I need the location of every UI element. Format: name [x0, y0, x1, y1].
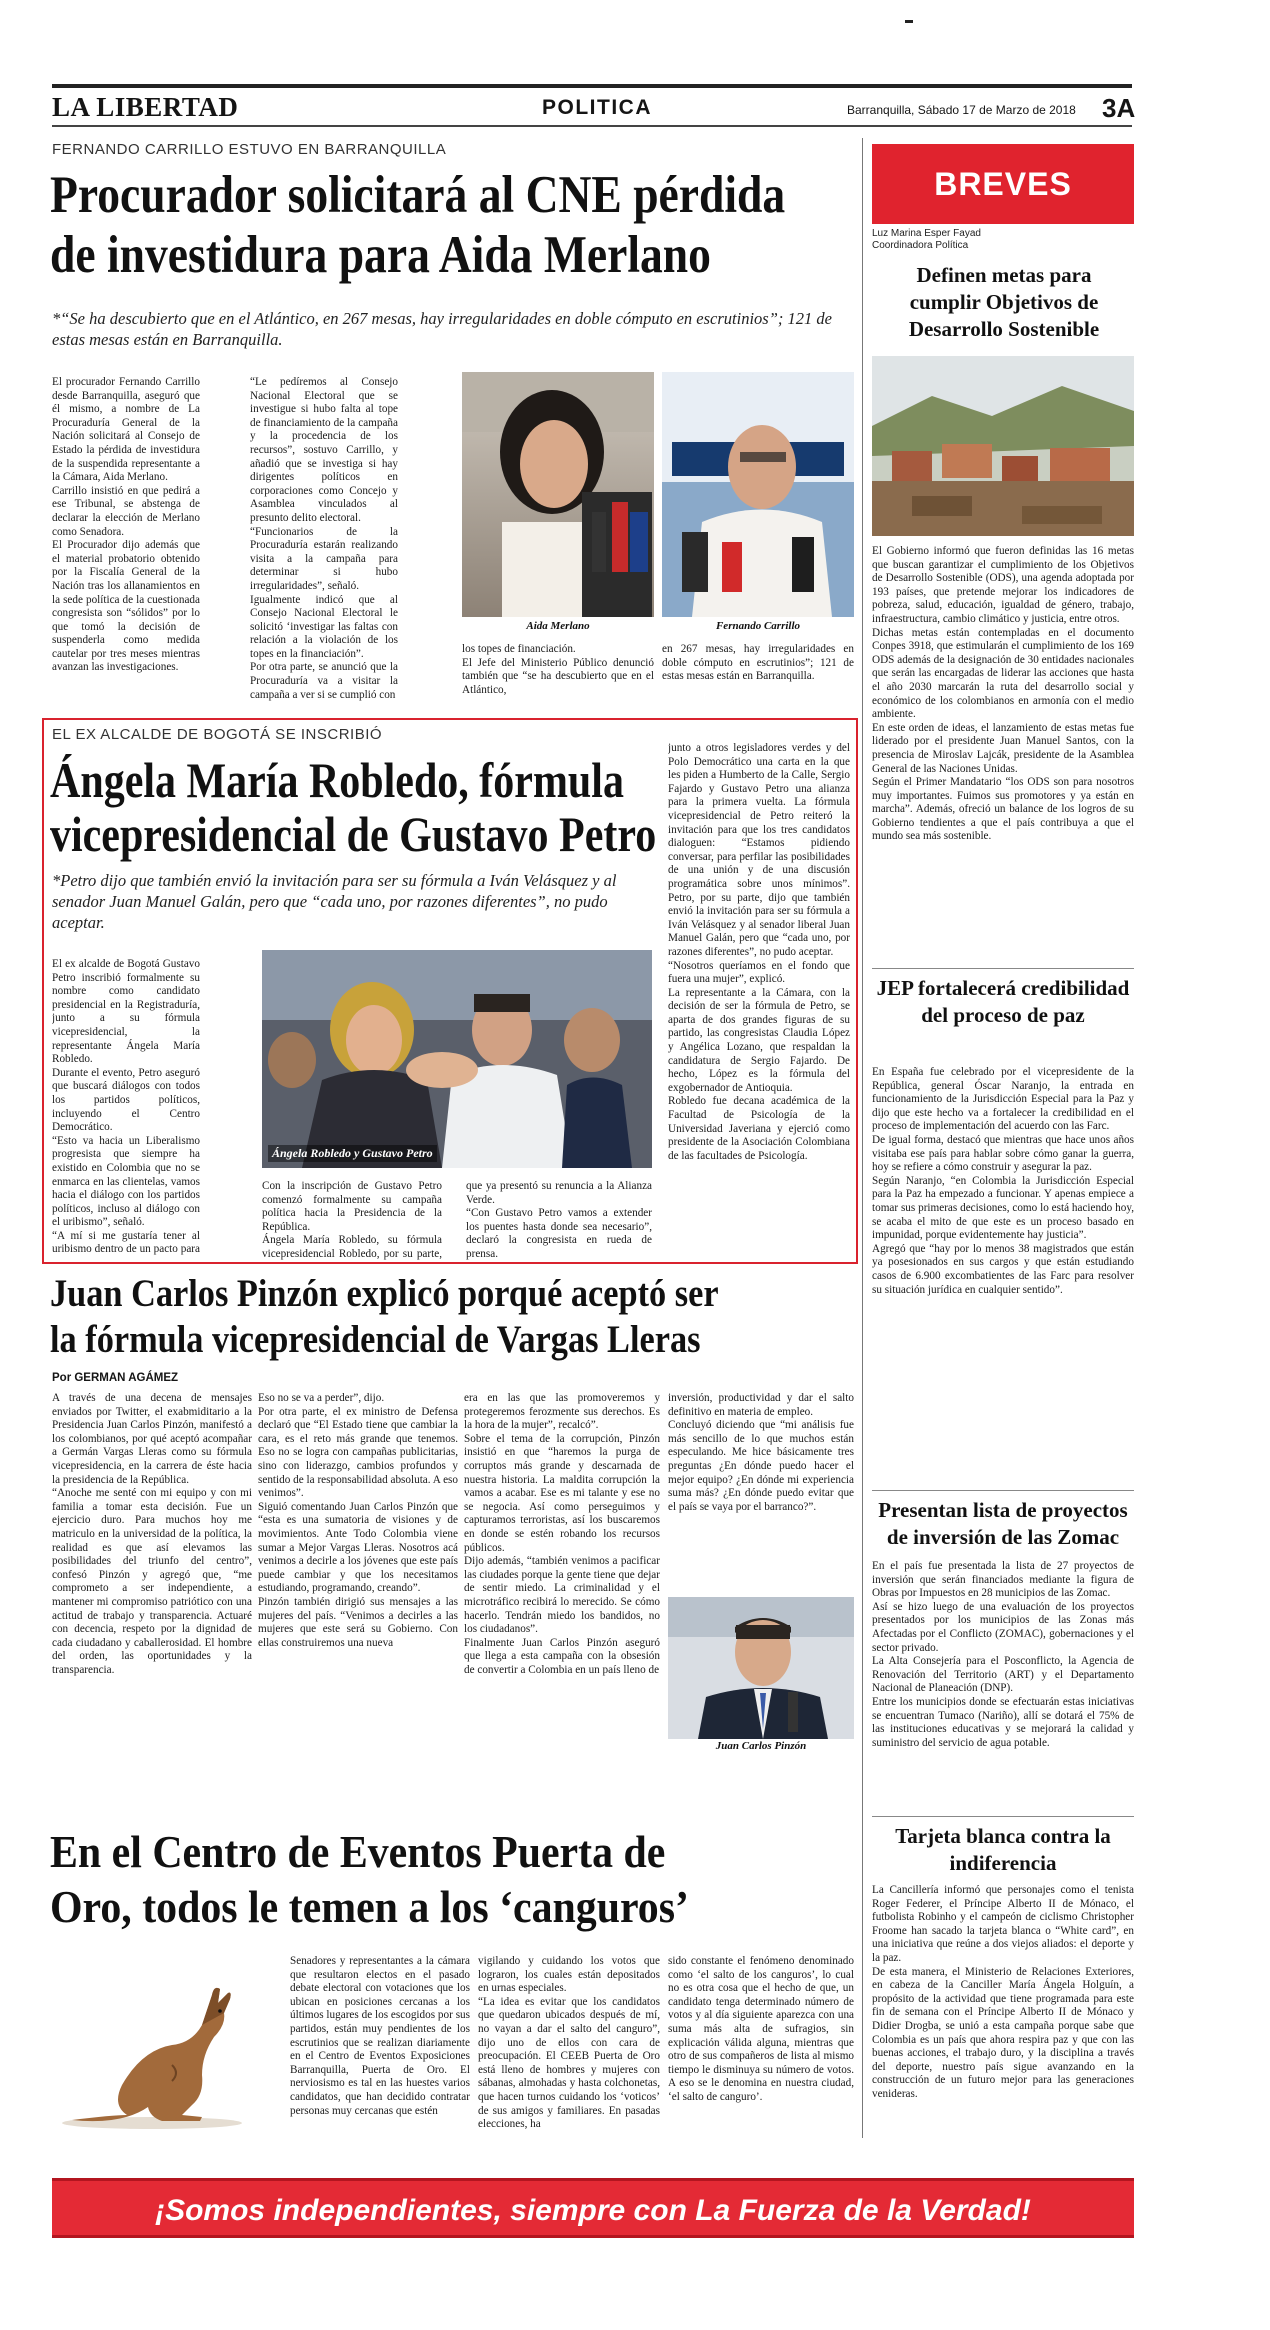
breves-item3-title: Presentan lista de proyectos de inversión de las Zomac: [878, 1498, 1128, 1549]
story3-column-4: inversión, productividad y dar el salto definitivo en materia de empleo. Concluyó diciendo que “mi análisis fue más sencillo de lo que muchos están especulando. Me hice básicamente tres preguntas ¿En dónde puedo hacer el mejor equipo? ¿En dónde mi experiencia suma más? ¿En dónde puedo evitar que el país se vaya por el barranco?”.: [668, 1392, 854, 1513]
breves-editor-role: Coordinadora Política: [872, 240, 969, 251]
breves-item4-title: Tarjeta blanca contra la indiferencia: [895, 1824, 1111, 1875]
breves-item1-body: El Gobierno informó que fueron definidas las 16 metas que buscan garantizar el cumplimiento de los Objetivos de Desarrollo Sostenible (ODS), una agenda adoptada por 193 países, que pretende mejorar los indicadores de pobreza, salud, educación, igualdad de género, trabajo, infraestructura, cambio climático y justicia, entre otros. Dichas metas están contempladas en el documento Conpes 3918, que estimularán el cumplimiento de los 169 ODS además de la designación de 30 entidades nacionales que serán las encargadas de liderar las acciones que hasta el año 2030 marcarán la ruta del desarrollo social y económico de los colombianos en armonía con el medio ambiente. En este orden de ideas, el lanzamiento de estas metas fue liderado por el presidente Juan Manuel Santos, con la presencia de Miroslav Lajcák, presidente de la Asamblea General de las Naciones Unidas. Según el Primer Mandatario “los ODS son para nosotros muy importantes. Fuimos sus promotores y ya están en marcha”. Además, ofreció un balance de los logros de su Gobierno tendientes a que el país contribuya a que el mundo sea más sostenible.: [872, 545, 1134, 843]
story1-column-4: en 267 mesas, hay irregularidades en doble cómputo en escrutinios”; 121 de estas mesas están en Barranquilla.: [662, 643, 854, 683]
story4-headline-2: Oro, todos le temen a los ‘canguros’: [50, 1882, 689, 1932]
section-name: POLITICA: [542, 96, 652, 119]
kangaroo-illustration: [52, 1955, 282, 2130]
story1-column-3: los topes de financiación. El Jefe del Ministerio Público denunció también que “se ha descubierto que en el Atlántico,: [462, 643, 654, 696]
breves-separator-2: [872, 1490, 1134, 1491]
fernando-carrillo-photo: [662, 372, 854, 617]
breves-banner: [872, 144, 1134, 224]
breves-item4-body: La Cancillería informó que personajes como el tenista Roger Federer, el Príncipe Alberto II de Mónaco, el futbolista Robinho y el campeón de ciclismo Christopher Froome han sacado la tarjeta blanca o “White card”, en una iniciativa que reúne a dos viejos aliados: el deporte y la paz. De esta manera, el Ministerio de Relaciones Exteriores, en cabeza de la Canciller María Ángela Holguín, a propósito de la actividad que tiene programada para este fin de semana con el Príncipe Alberto II de Mónaco y Didier Drogba, se unió a esta campaña porque sabe que Colombia es un país que ahora respira paz y que con las buenas acciones, el trabajo duro, y la disciplina a través del deporte, nuestro país sigue avanzando en la construcción de un futuro mejor para las generaciones venideras.: [872, 1884, 1134, 2100]
story1-kicker: FERNANDO CARRILLO ESTUVO EN BARRANQUILLA: [52, 141, 447, 158]
story2-column-1: El ex alcalde de Bogotá Gustavo Petro inscribió formalmente su nombre como candidato presidencial en la Registraduría, junto a su fórmula vicepresidencial, la representante Ángela María Robledo. Durante el evento, Petro aseguró que buscará diálogos con todos los partidos políticos, incluyendo el Centro Democrático. “Esto va hacia un Liberalismo progresista que siempre ha existido en Colombia que no se enmarca en las clientelas, vamos hacia el diálogo con los partidos políticos, incluso al diálogo con el uribismo”, señaló. “A mí si me gustaría tener al uribismo dentro de un pacto para: [52, 958, 200, 1256]
breves-item3-body: En el país fue presentada la lista de 27 proyectos de inversión que serán financiados mediante la figura de Obras por Impuestos en 28 municipios de las Zomac. Así se hizo luego de una evaluación de los proyectos presentados por los municipios de las Zonas más Afectadas por el Conflicto (ZOMAC), gobernaciones y el sector privado. La Alta Consejería para el Posconflicto, la Agencia de Renovación del Territorio (ART) y el Departamento Nacional de Planeación (DNP). Entre los municipios donde se efectuarán estas iniciativas se encuentran Tumaco (Nariño), allí se dotará el 75% de las instituciones educativas y se mejorará la calidad y suministro del servicio de agua potable.: [872, 1560, 1134, 1749]
story2-deck: *Petro dijo que también envió la invitación para ser su fórmula a Iván Velásquez y al senador Juan Manuel Galán, pero que “cada uno, por razones diferentes”, no pudo aceptar.: [52, 871, 617, 932]
masthead: [52, 84, 1136, 128]
dateline: Barranquilla, Sábado 17 de Marzo de 2018: [847, 103, 1076, 117]
footer-banner: [52, 2178, 1134, 2238]
story2-kicker: EL EX ALCALDE DE BOGOTÁ SE INSCRIBIÓ: [52, 726, 383, 743]
aida-merlano-photo: [462, 372, 654, 617]
breves-title: BREVES: [934, 166, 1072, 202]
fernando-carrillo-caption: Fernando Carrillo: [715, 620, 801, 632]
story3-headline-2: la fórmula vicepresidencial de Vargas Lleras: [50, 1318, 701, 1361]
aida-merlano-caption: Aida Merlano: [526, 620, 590, 632]
story2-headline-2: vicepresidencial de Gustavo Petro: [50, 806, 657, 862]
story3-headline-1: Juan Carlos Pinzón explicó porqué aceptó ser: [50, 1272, 719, 1315]
story4-headline-1: En el Centro de Eventos Puerta de: [50, 1827, 666, 1877]
juan-carlos-pinzon-photo: [668, 1597, 854, 1739]
ods-neighborhood-photo: [872, 356, 1134, 536]
story4-column-1: Senadores y representantes a la cámara que resultaron electos en el pasado debate electoral con votaciones que los ubican en posiciones cercanas a los últimos lugares de los escogidos por sus partidos, están muy pendientes de los escrutinios que se realizan diariamente en el Centro de Eventos Exposiciones Barranquilla, Puerta de Oro. El nerviosismo es tal en las huestes varios candidatos, que han decidido contratar personas muy cercanas que estén: [290, 1955, 470, 2117]
page-number: 3A: [1102, 93, 1136, 123]
story2-column-2: Con la inscripción de Gustavo Petro comenzó formalmente su campaña política hacia la Presidencia de la República. Ángela María Robledo, su fórmula vicepresidencial Robledo, por su parte,: [262, 1180, 442, 1260]
story1-headline-1: Procurador solicitará al CNE pérdida: [50, 166, 786, 224]
story2-column-3: que ya presentó su renuncia a la Alianza Verde. “Con Gustavo Petro vamos a extender los puentes hasta donde sea necesario”, declaró la congresista en rueda de prensa.: [466, 1180, 652, 1260]
breves-item1-title: Definen metas para cumplir Objetivos de Desarrollo Sostenible: [908, 263, 1100, 341]
story4-column-3: sido constante el fenómeno denominado como ‘el salto de los canguros’, lo cual no es otra cosa que el hecho de que, un candidato tenga determinado número de votos y al día siguiente aparezca con una suma más alta de sufragios, sin explicación válida alguna, mientras que otro de sus compañeros de lista al mismo tiempo le disminuya su número de votos. A eso se le denomina en nuestra ciudad, ‘el salto de canguro’.: [668, 1955, 854, 2103]
robledo-petro-photo: [262, 950, 652, 1168]
story1-deck: *“Se ha descubierto que en el Atlántico, en 267 mesas, hay irregularidades en doble cómputo en escrutinios”; 121 de estas mesas están en Barranquilla.: [52, 309, 832, 349]
breves-item2-body: En España fue celebrado por el vicepresidente de la República, general Óscar Naranjo, la entrada en funcionamiento de la Jurisdicción Especial para la Paz y dijo que este hecho va a fortalecer la credibilidad en el proceso de implementación del acuerdo con las Farc. De igual forma, destacó que mientras que hace unos años visitaba ese país para hablar sobre cómo ganar la guerra, hoy se refiere a cómo construir y asegurar la paz. Según Naranjo, “en Colombia la Jurisdicción Especial para la Paz ha empezado a funcionar. Y apenas empiece a tomar sus primeras decisiones, como lo está haciendo hoy, se acaba el mito de que este es un proceso basado en impunidad, porque evidentemente hay justicia”. Agregó que “hay por lo menos 38 magistrados que están ya posesionados en sus cargos y que están estudiando casos de 6.900 excombatientes de las Farc para resolver su situación jurídica en cualquier sentido”.: [872, 1066, 1134, 1296]
breves-separator-3: [872, 1816, 1134, 1817]
story2-headline-1: Ángela María Robledo, fórmula: [50, 752, 624, 808]
masthead-bottom-rule: [52, 125, 1132, 127]
story1-headline-2: de investidura para Aida Merlano: [50, 226, 711, 284]
story3-column-3: era en las que las promoveremos y protegeremos ferozmente sus derechos. Es la hora de la mujer”, recalcó”. Sobre el tema de la corrupción, Pinzón insistió en que “haremos la purga de corruptos más grande y descarnada de nuestra historia. La maldita corrupción la vamos a acabar. Ese es mi talante y ese no se negocia. Así como perseguimos y capturamos terroristas, así los buscaremos en donde se estén robando los recursos públicos. Dijo además, “también venimos a pacificar las ciudades porque la gente tiene que dejar de sentir miedo. La criminalidad y el microtráfico recibirá lo merecido. Se cómo hacerlo. Tendrán miedo los bandidos, no los ciudadanos”. Finalmente Juan Carlos Pinzón aseguró que llega a esta campaña con la obsesión de convertir a Colombia en un país lleno de: [464, 1392, 660, 1676]
story4-column-2: vigilando y cuidando los votos que lograron, los cuales están depositados en urnas especiales. “La idea es evitar que los candidatos que quedaron ubicados después de mí, no vayan a dar el salto del canguro”, dijo uno de ellos con cara de preocupación. El CEEB Puerta de Oro está lleno de hombres y mujeres con sábanas, almohadas y hasta colchonetas, que hacen turnos cuidando los ‘voticos’ de sus amigos y familiares. En pasadas elecciones, ha: [478, 1955, 660, 2131]
breves-editor: Luz Marina Esper Fayad: [872, 228, 981, 239]
breves-item2-title: JEP fortalecerá credibilidad del proceso de paz: [876, 976, 1130, 1027]
paper-name: LA LIBERTAD: [52, 92, 239, 122]
masthead-top-rule: [52, 84, 1132, 88]
story1-column-2: “Le pedíremos al Consejo Nacional Electoral que se investigue si hubo falta al tope de financiamiento de la campaña y la procedencia de los recursos”, sostuvo Carrillo, y añadió que se investiga si hay dirigentes políticos en corporaciones como Concejo y Asamblea vinculados al presunto delito electoral. “Funcionarios de la Procuraduría estarán realizando visita a la campaña para determinar si hubo irregularidades”, señaló. Igualmente indicó que al Consejo Nacional Electoral le solicitó ‘investigar las faltas con relación a la violación de los topes en la financiación”. Por otra parte, se anunció que la Procuraduría va a visitar la campaña a ver si se cumplió con: [250, 376, 398, 701]
robledo-petro-caption: Ángela Robledo y Gustavo Petro: [268, 1145, 437, 1162]
story3-column-1: A través de una decena de mensajes enviados por Twitter, el exabmiditario a la Presidencia Juan Carlos Pinzón, manifestó a los colombianos, por qué aceptó acompañar a Germán Vargas Lleras como su fórmula vicepresidencia, en la carrera de éste hacia la presidencia de la República. “Anoche me senté con mi equipo y con mi familia a tomar esta decisión. Fue un ejercicio duro. Para muchos hoy me matriculo en la universidad de la política, la realidad es que así elevamos las posibilidades del triunfo del centro”, confesó Pinzón y agregó que, “me comprometo a ser independiente, a mantener mi compromiso patriótico con una actitud de trabajo y transparencia. Actuaré con decencia, respeto por la dignidad de cada ciudadano y caballerosidad. El hombre del orden, las oportunidades y la transparencia.: [52, 1392, 252, 1676]
story3-column-2: Eso no se va a perder”, dijo. Por otra parte, el ex ministro de Defensa declaró que “El Estado tiene que cambiar la cara, es el reto más grande que tenemos. Eso no se logra con campañas publicitarias, sino con liderazgo, cambios profundos y sentido de la responsabilidad absoluta. A eso venimos”. Siguió comentando Juan Carlos Pinzón que “esta es una sumatoria de visiones y de movimientos. Ante Todo Colombia viene sumar a Mejor Vargas Lleras. Nosotros acá venimos a decirle a los jóvenes que este país puede cambiar y que los necesitamos estudiando, programando, creando”. Pinzón también dirigió sus mensajes a las mujeres del país. “Venimos a decirles a las mujeres que este será su Gobierno. Con ellas construiremos una nueva: [258, 1392, 458, 1649]
story3-byline: Por GERMAN AGÁMEZ: [52, 1372, 179, 1384]
print-mark: [905, 20, 913, 23]
footer-slogan: ¡Somos independientes, siempre con La Fuerza de la Verdad!: [155, 2194, 1031, 2227]
story2-column-4: junto a otros legisladores verdes y del Polo Democrático una carta en la que les piden a Humberto de la Calle, Sergio Fajardo y Gustavo Petro una alianza para la primera vuelta. La fórmula vicepresidencial de Petro reiteró la invitación para que los tres candidatos dialoguen: “Estamos pidiendo conversar, para perfilar las posibilidades de una unión y de una discusión programática sobre unos mínimos”. Petro, por su parte, dijo que también envió la invitación para ser su fórmula a Iván Velásquez y al senador liberal Juan Manuel Galán, pero que “cada uno, por razones diferentes”, no pudo aceptar. “Nosotros queríamos en el fondo que fuera una mujer”, explicó. La representante a la Cámara, con la decisión de ser la fórmula de Petro, se aparta de dos grandes figuras de su partido, las congresistas Claudia López y Angélica Lozano, que respaldan la candidatura de Sergio Fajardo. De hecho, López es la fórmula del exgobernador de Antioquia. Robledo fue decana académica de la Facultad de Psicología de la Universidad Javeriana y ejerció como presidente de la Asociación Colombiana de las facultades de Psicología.: [668, 742, 850, 1162]
story1-column-1: El procurador Fernando Carrillo desde Barranquilla, aseguró que él mismo, a nombre de La Procuraduría General de la Nación solicitará al Consejo de Estado la pérdida de investidura de la suspendida representante a la Cámara, Aida Merlano. Carrillo insistió en que pedirá a ese Tribunal, se abstenga de declarar la elección de Merlano como Senadora. El Procurador dijo además que el material probatorio obtenido por la Fiscalía General de la Nación tras los allanamientos en la sede política de la cuestionada congresista son “sólidos” por lo que tomó la decisión de suspenderla como medida cautelar por tres meses mientras avanzan las investigaciones.: [52, 376, 200, 674]
juan-carlos-pinzon-caption: Juan Carlos Pinzón: [715, 1740, 807, 1752]
sidebar-divider: [862, 138, 863, 2138]
breves-separator-1: [872, 968, 1134, 969]
